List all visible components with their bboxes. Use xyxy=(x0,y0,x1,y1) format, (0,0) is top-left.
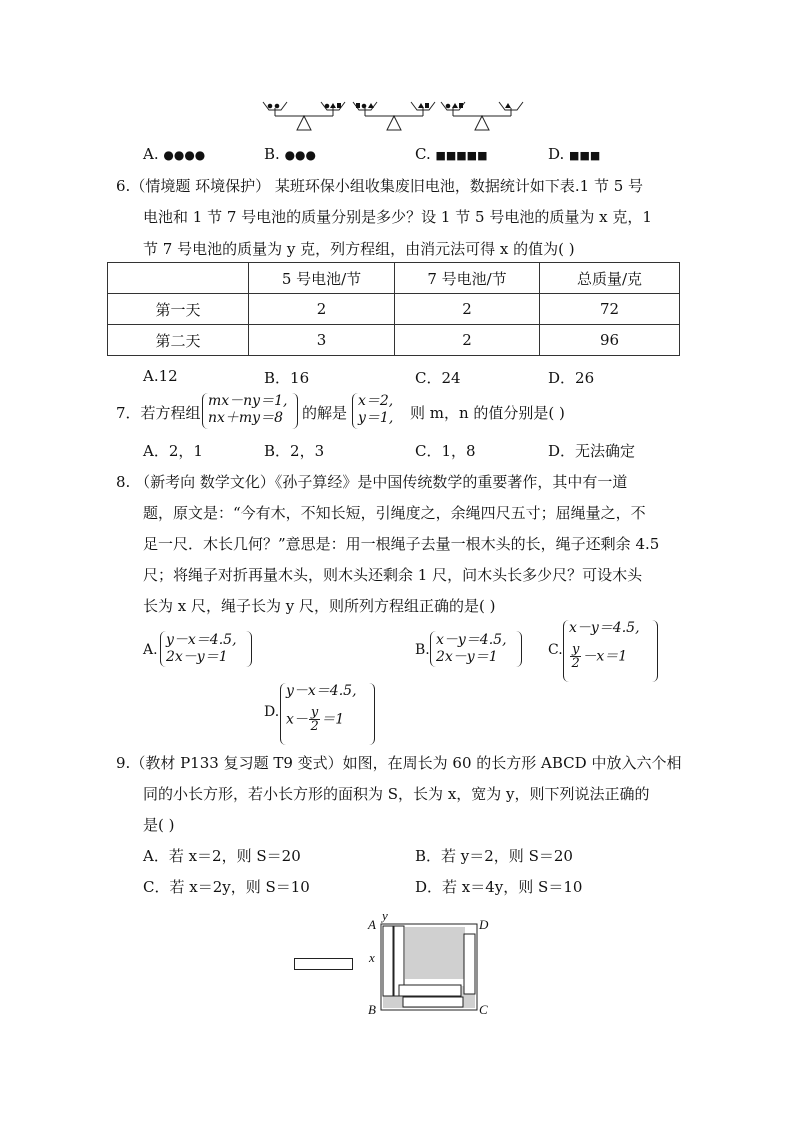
q8-option-d[interactable]: D. xyxy=(264,704,280,720)
q7-eq2: nx＋my＝8 xyxy=(208,410,284,426)
q6-option-c[interactable]: C．24 xyxy=(415,369,461,387)
table-cell: 2 xyxy=(395,325,540,356)
q8-c-system xyxy=(569,620,640,670)
q8-line5: 长为 x 尺，绳子长为 y 尺，则所列方程组正确的是( ) xyxy=(143,597,496,615)
table-header-cell: 7 号电池/节 xyxy=(395,263,540,294)
small-rectangle xyxy=(294,958,353,970)
q8-a-eq2: 2x－y＝1 xyxy=(166,649,228,665)
q8-option-b[interactable]: B. xyxy=(415,642,430,658)
label-a: A xyxy=(368,917,376,932)
q8-b-eq1: x－y＝4.5, xyxy=(436,632,507,648)
label-c: C xyxy=(479,1002,488,1017)
q7-option-a[interactable]: A．2，1 xyxy=(143,442,203,460)
table-cell: 第二天 xyxy=(108,325,249,356)
strip-vertical-3 xyxy=(464,934,475,994)
table-header-cell: 5 号电池/节 xyxy=(249,263,395,294)
strip-vertical-1 xyxy=(383,926,393,996)
battery-table xyxy=(107,262,680,356)
table-header-row xyxy=(108,263,680,294)
q8-line2: 题，原文是：“今有木，不知长短，引绳度之，余绳四尺五寸；屈绳量之，不 xyxy=(143,504,646,522)
q7-system-close xyxy=(292,393,298,429)
q7-lead: 7．若方程组 xyxy=(116,404,201,422)
q8-c-fraction: $\frac{y}{2}$ xyxy=(571,642,580,671)
q7-eq1: mx－ny＝1, xyxy=(208,393,288,409)
q6-line2: 电池和 1 节 7 号电池的质量分别是多少？设 1 节 5 号电池的质量为 x 克，1 xyxy=(143,208,652,226)
q7-tail: 则 m，n 的值分别是( ) xyxy=(410,404,565,422)
q8-c-close xyxy=(652,620,658,682)
q6-line1: 6.（情境题 环境保护） 某班环保小组收集废旧电池，数据统计如下表.1 节 5 号 xyxy=(116,177,644,195)
table-header-cell xyxy=(108,263,249,294)
q7-option-b[interactable]: B．2，3 xyxy=(264,442,325,460)
q7-solution xyxy=(358,393,393,427)
q8-option-a[interactable]: A. xyxy=(143,642,158,658)
q8-a-eq1: y－x＝4.5, xyxy=(166,632,237,648)
q8-line1: 8. （新考向 数学文化）《孙子算经》是中国传统数学的重要著作，其中有一道 xyxy=(116,473,628,491)
q7-mid: 的解是 xyxy=(302,404,348,422)
q8-d-close xyxy=(369,683,375,745)
table-row xyxy=(108,325,680,356)
q8-a-system xyxy=(166,632,237,666)
q6-option-d[interactable]: D．26 xyxy=(548,369,595,387)
table-cell: 第一天 xyxy=(108,294,249,325)
q8-d-eq1: y－x＝4.5, xyxy=(286,683,357,699)
q8-d-eq2: x－ $\frac{y}{2}$ ＝1 xyxy=(286,705,345,734)
label-b: B xyxy=(368,1002,376,1017)
table-cell: 2 xyxy=(249,294,395,325)
q5-option-b[interactable]: B. ●●● xyxy=(264,145,316,163)
strip-horizontal-2 xyxy=(403,997,463,1007)
q6-option-a[interactable]: A.12 xyxy=(143,367,178,385)
balance-scales-figure xyxy=(255,96,535,136)
q9-option-c[interactable]: C．若 x＝2y，则 S＝10 xyxy=(143,878,310,896)
q9-line1: 9.（教材 P133 复习题 T9 变式）如图，在周长为 60 的长方形 ABCD 中放入六个相 xyxy=(116,754,682,772)
q7-sol2: y＝1, xyxy=(358,410,394,426)
q7-option-d[interactable]: D．无法确定 xyxy=(548,442,636,460)
q9-option-b[interactable]: B．若 y＝2，则 S＝20 xyxy=(415,847,573,865)
table-row xyxy=(108,294,680,325)
q6-option-b[interactable]: B．16 xyxy=(264,369,310,387)
table-cell: 3 xyxy=(249,325,395,356)
label-d: D xyxy=(479,917,489,932)
q8-c-eq2: $\frac{y}{2}$ －x＝1 xyxy=(571,642,628,671)
q9-line2: 同的小长方形，若小长方形的面积为 S，长为 x，宽为 y，则下列说法正确的 xyxy=(143,785,650,803)
table-cell: 96 xyxy=(540,325,680,356)
q5-option-a[interactable]: A. ●●●● xyxy=(143,145,206,163)
q5-option-d[interactable]: D. ■■■ xyxy=(548,145,601,163)
q8-a-close xyxy=(246,631,252,667)
q8-b-system xyxy=(436,632,507,666)
q9-option-d[interactable]: D．若 x＝4y，则 S＝10 xyxy=(415,878,583,896)
q8-c-eq1: x－y＝4.5, xyxy=(569,620,640,636)
q8-b-eq2: 2x－y＝1 xyxy=(436,649,498,665)
q7-option-c[interactable]: C．1，8 xyxy=(415,442,476,460)
label-y: y xyxy=(382,910,388,923)
table-cell: 72 xyxy=(540,294,680,325)
q8-d-system xyxy=(286,683,357,733)
label-x: x xyxy=(369,950,375,965)
q9-line3: 是( ) xyxy=(143,816,175,834)
q8-line3: 足一尺．木长几何？”意思是：用一根绳子去量一根木头的长，绳子还剩余 4.5 xyxy=(143,535,660,553)
table-header-cell: 总质量/克 xyxy=(540,263,680,294)
q8-option-c[interactable]: C. xyxy=(548,642,563,658)
q7-sol1: x＝2, xyxy=(358,393,394,409)
q8-b-close xyxy=(516,631,522,667)
q8-d-fraction: $\frac{y}{2}$ xyxy=(310,705,319,734)
q5-option-c[interactable]: C. ■■■■■ xyxy=(415,145,488,163)
q9-option-a[interactable]: A．若 x＝2，则 S＝20 xyxy=(143,847,301,865)
q6-line3: 节 7 号电池的质量为 y 克，列方程组，由消元法可得 x 的值为( ) xyxy=(143,240,575,258)
q8-line4: 尺；将绳子对折再量木头，则木头还剩余 1 尺，问木头长多少尺？可设木头 xyxy=(143,566,643,584)
strip-horizontal-1 xyxy=(399,985,461,996)
q7-system xyxy=(208,393,287,427)
table-cell: 2 xyxy=(395,294,540,325)
rectangle-abcd-figure xyxy=(365,910,495,1020)
